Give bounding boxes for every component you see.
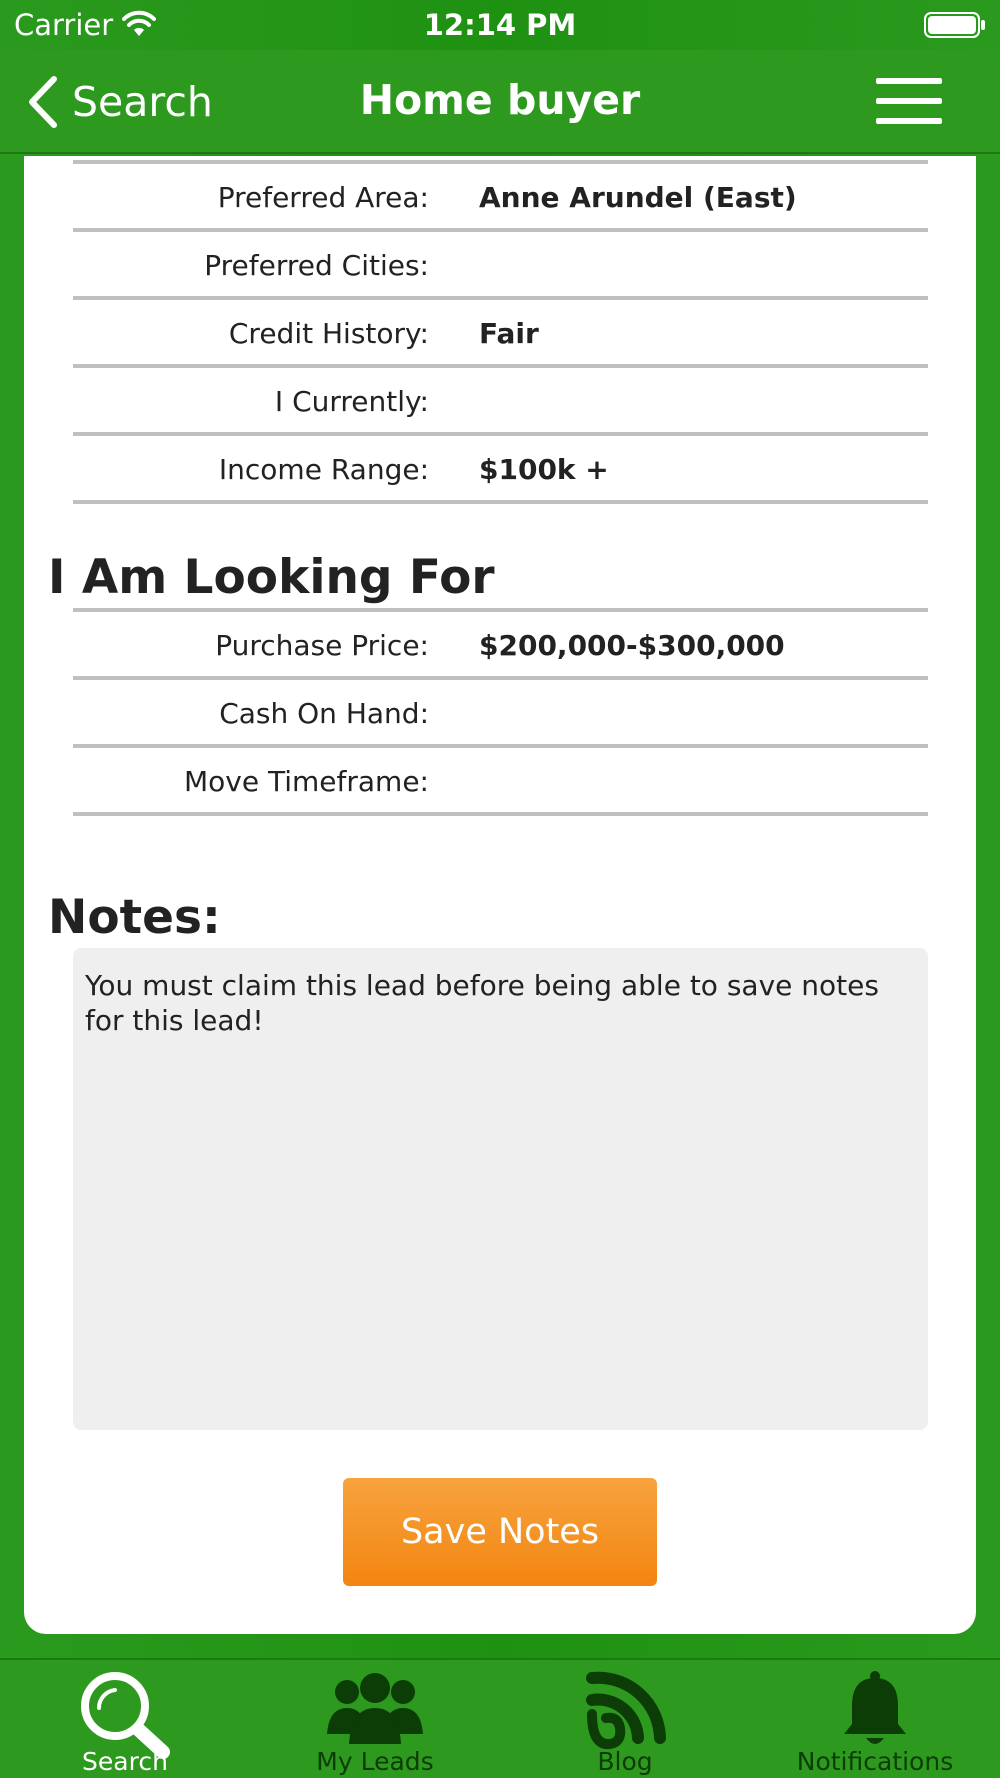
section-title-notes: Notes: <box>48 890 221 945</box>
chevron-left-icon <box>26 75 60 129</box>
detail-value: Fair <box>479 316 539 350</box>
tab-blog[interactable] <box>500 1660 750 1778</box>
detail-label: Purchase Price: <box>215 628 429 662</box>
tab-label: Blog <box>597 1747 653 1776</box>
back-button-label: Search <box>72 78 213 126</box>
detail-row-preferred-area <box>73 164 928 232</box>
detail-label: Cash On Hand: <box>219 696 429 730</box>
bell-icon <box>840 1668 910 1752</box>
rss-icon <box>580 1668 670 1752</box>
detail-label: Credit History: <box>228 316 429 350</box>
detail-row-income-range <box>73 436 928 504</box>
detail-row-preferred-cities <box>73 232 928 300</box>
detail-row-purchase-price <box>73 612 928 680</box>
tab-label: My Leads <box>316 1747 434 1776</box>
detail-value: Anne Arundel (East) <box>479 180 797 214</box>
detail-row-move-timeframe <box>73 748 928 816</box>
status-bar <box>0 0 1000 50</box>
detail-label: Income Range: <box>218 452 429 486</box>
tab-label: Search <box>82 1747 168 1776</box>
page-title: Home buyer <box>359 76 641 124</box>
hamburger-menu-icon[interactable] <box>876 78 942 126</box>
detail-value: $200,000-$300,000 <box>479 628 785 662</box>
people-icon <box>325 1668 425 1748</box>
carrier-label: Carrier <box>14 8 114 42</box>
detail-label: I Currently: <box>274 384 429 418</box>
notes-textarea[interactable]: You must claim this lead before being able to save notes for this lead! <box>73 948 928 1430</box>
battery-icon <box>924 12 986 38</box>
section-title-looking-for: I Am Looking For <box>48 550 495 605</box>
tab-bar <box>0 1658 1000 1778</box>
back-button[interactable] <box>26 74 213 130</box>
detail-label: Move Timeframe: <box>184 764 429 798</box>
detail-row-i-currently <box>73 368 928 436</box>
tab-my-leads[interactable] <box>250 1660 500 1778</box>
navigation-bar <box>0 50 1000 154</box>
detail-value: $100k + <box>479 452 609 486</box>
detail-row-cash-on-hand <box>73 680 928 748</box>
detail-row-credit-history <box>73 300 928 368</box>
save-notes-button[interactable]: Save Notes <box>343 1478 657 1586</box>
tab-notifications[interactable] <box>750 1660 1000 1778</box>
status-time: 12:14 PM <box>423 8 577 42</box>
tab-search[interactable] <box>0 1660 250 1778</box>
lead-details-card <box>24 156 976 1634</box>
tab-label: Notifications <box>796 1747 954 1776</box>
detail-label: Preferred Cities: <box>204 248 429 282</box>
detail-label: Preferred Area: <box>217 180 429 214</box>
